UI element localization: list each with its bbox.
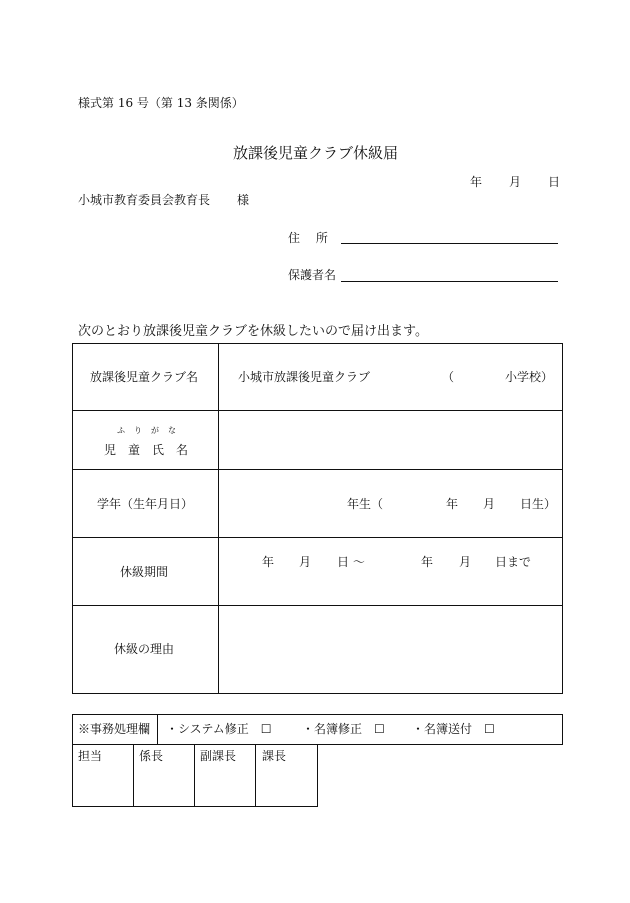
table-row-divider-3 <box>72 537 563 538</box>
period-start-day: 日 〜 <box>337 555 365 569</box>
office-register-send-check[interactable]: ・名簿送付 ☐ <box>412 722 495 736</box>
child-name-field[interactable] <box>219 411 562 469</box>
grade-label: 学年（生年月日） <box>97 497 194 511</box>
period-start-month: 月 <box>299 555 312 569</box>
addressee-name: 小城市教育委員会教育長 <box>78 193 211 207</box>
period-start-year: 年 <box>262 555 275 569</box>
school-open-paren: （ <box>442 370 455 384</box>
date-day: 日 <box>548 175 561 189</box>
stamp-label-kacho: 課長 <box>262 749 287 763</box>
form-number: 様式第 16 号（第 13 条関係） <box>78 96 244 110</box>
stamp-label-tanto: 担当 <box>78 749 103 763</box>
reason-field[interactable] <box>219 606 562 693</box>
period-end-month: 月 <box>459 555 472 569</box>
club-name-label: 放課後児童クラブ名 <box>90 370 199 384</box>
intro-text: 次のとおり放課後児童クラブを休級したいので届け出ます。 <box>78 324 428 339</box>
school-close: 小学校） <box>505 370 554 384</box>
child-name-label: 児 童 氏 名 <box>104 443 189 457</box>
period-end-day: 日まで <box>495 555 532 569</box>
office-register-fix-check[interactable]: ・名簿修正 ☐ <box>302 722 385 736</box>
grade-suffix: 年生（ <box>347 497 384 511</box>
guardian-underline <box>341 281 558 282</box>
stamp-label-fukukacho: 副課長 <box>200 749 237 763</box>
table-row-divider-2 <box>72 469 563 470</box>
office-use-header: ※事務処理欄 <box>78 722 151 736</box>
page-title: 放課後児童クラブ休級届 <box>233 144 399 162</box>
birth-day: 日生） <box>520 497 557 511</box>
date-year: 年 <box>470 175 483 189</box>
period-end-year: 年 <box>421 555 434 569</box>
birth-month: 月 <box>483 497 496 511</box>
office-header-divider <box>157 714 158 745</box>
date-month: 月 <box>509 175 522 189</box>
club-name-value: 小城市放課後児童クラブ <box>238 370 371 384</box>
address-label: 住 所 <box>288 231 328 245</box>
address-underline <box>341 243 558 244</box>
birth-year: 年 <box>446 497 459 511</box>
guardian-label: 保護者名 <box>288 268 337 282</box>
stamp-label-kakaricho: 係長 <box>139 749 164 763</box>
office-system-check[interactable]: ・システム修正 ☐ <box>166 722 272 736</box>
child-name-ruby: ふりがな <box>117 426 185 435</box>
period-label: 休級期間 <box>120 565 169 579</box>
reason-label: 休級の理由 <box>114 642 175 656</box>
addressee-honorific: 様 <box>237 193 250 207</box>
